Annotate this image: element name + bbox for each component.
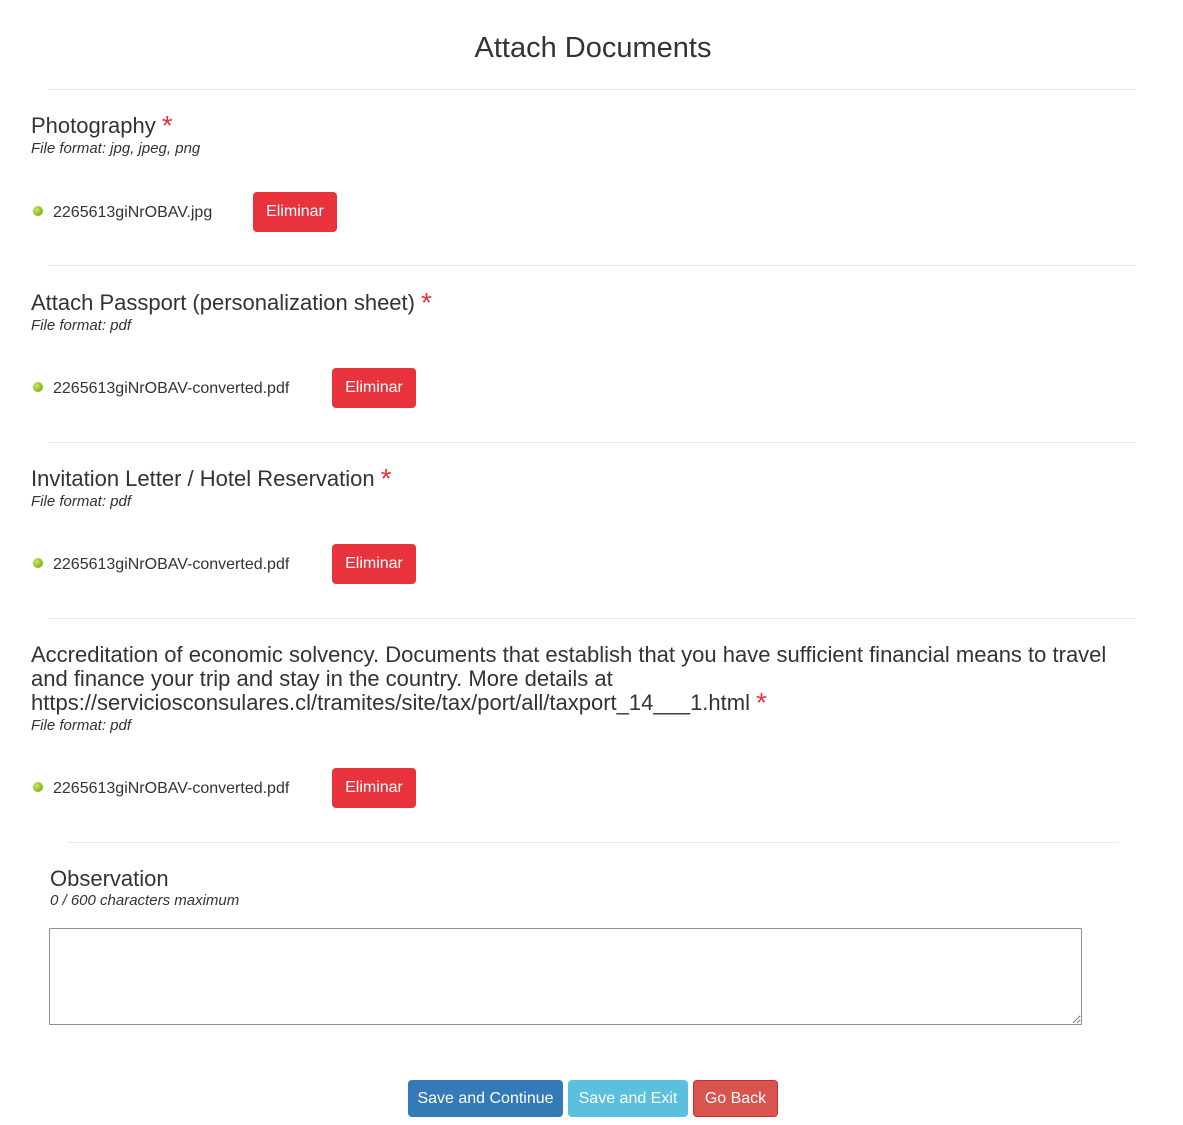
section-title-text: Accreditation of economic solvency. Documents that establish that you have sufficient financial means to travel and finance your trip and stay in the country. More details at https://serviciosconsulares.cl/tramites/site/tax/port/all/taxport_14___1.html xyxy=(31,642,1107,715)
page-title: Attach Documents xyxy=(474,32,712,64)
status-dot-icon xyxy=(33,206,43,216)
file-format-hint: File format: pdf xyxy=(31,317,132,334)
delete-file-button[interactable]: Eliminar xyxy=(332,768,416,808)
uploaded-file-row xyxy=(32,368,422,408)
section-title-text: Attach Passport (personalization sheet) xyxy=(31,290,415,315)
section-title xyxy=(31,642,1141,718)
section-title xyxy=(31,287,432,318)
file-format-hint: File format: pdf xyxy=(31,717,132,734)
required-asterisk: * xyxy=(420,287,432,318)
file-format-hint: File format: jpg, jpeg, png xyxy=(31,140,201,157)
uploaded-file-name: 2265613giNrOBAV-converted.pdf xyxy=(53,556,290,573)
file-format-hint: File format: pdf xyxy=(31,493,132,510)
uploaded-file-row xyxy=(32,544,422,584)
delete-file-button[interactable]: Eliminar xyxy=(332,544,416,584)
section-title-text: Photography xyxy=(31,113,156,138)
uploaded-file-name: 2265613giNrOBAV-converted.pdf xyxy=(53,780,290,797)
divider xyxy=(68,842,1118,843)
divider xyxy=(48,89,1136,90)
uploaded-file-name: 2265613giNrOBAV-converted.pdf xyxy=(53,380,290,397)
section-title-text: Invitation Letter / Hotel Reservation xyxy=(31,466,375,491)
section-title xyxy=(31,463,392,494)
status-dot-icon xyxy=(33,558,43,568)
required-asterisk: * xyxy=(161,110,173,141)
uploaded-file-row xyxy=(32,192,342,232)
status-dot-icon xyxy=(33,782,43,792)
divider xyxy=(48,618,1136,619)
required-asterisk: * xyxy=(380,463,392,494)
delete-file-button[interactable]: Eliminar xyxy=(253,192,337,232)
observation-title: Observation xyxy=(50,866,169,891)
divider xyxy=(48,265,1136,266)
go-back-button[interactable]: Go Back xyxy=(693,1080,778,1117)
uploaded-file-row xyxy=(32,768,422,808)
divider xyxy=(48,442,1136,443)
delete-file-button[interactable]: Eliminar xyxy=(332,368,416,408)
required-asterisk: * xyxy=(756,687,767,718)
save-and-continue-button[interactable]: Save and Continue xyxy=(408,1080,563,1117)
observation-textarea[interactable] xyxy=(49,928,1082,1025)
save-and-exit-button[interactable]: Save and Exit xyxy=(568,1080,688,1117)
status-dot-icon xyxy=(33,382,43,392)
uploaded-file-name: 2265613giNrOBAV.jpg xyxy=(53,204,213,221)
character-counter: 0 / 600 characters maximum xyxy=(50,892,240,909)
section-title xyxy=(31,110,173,141)
